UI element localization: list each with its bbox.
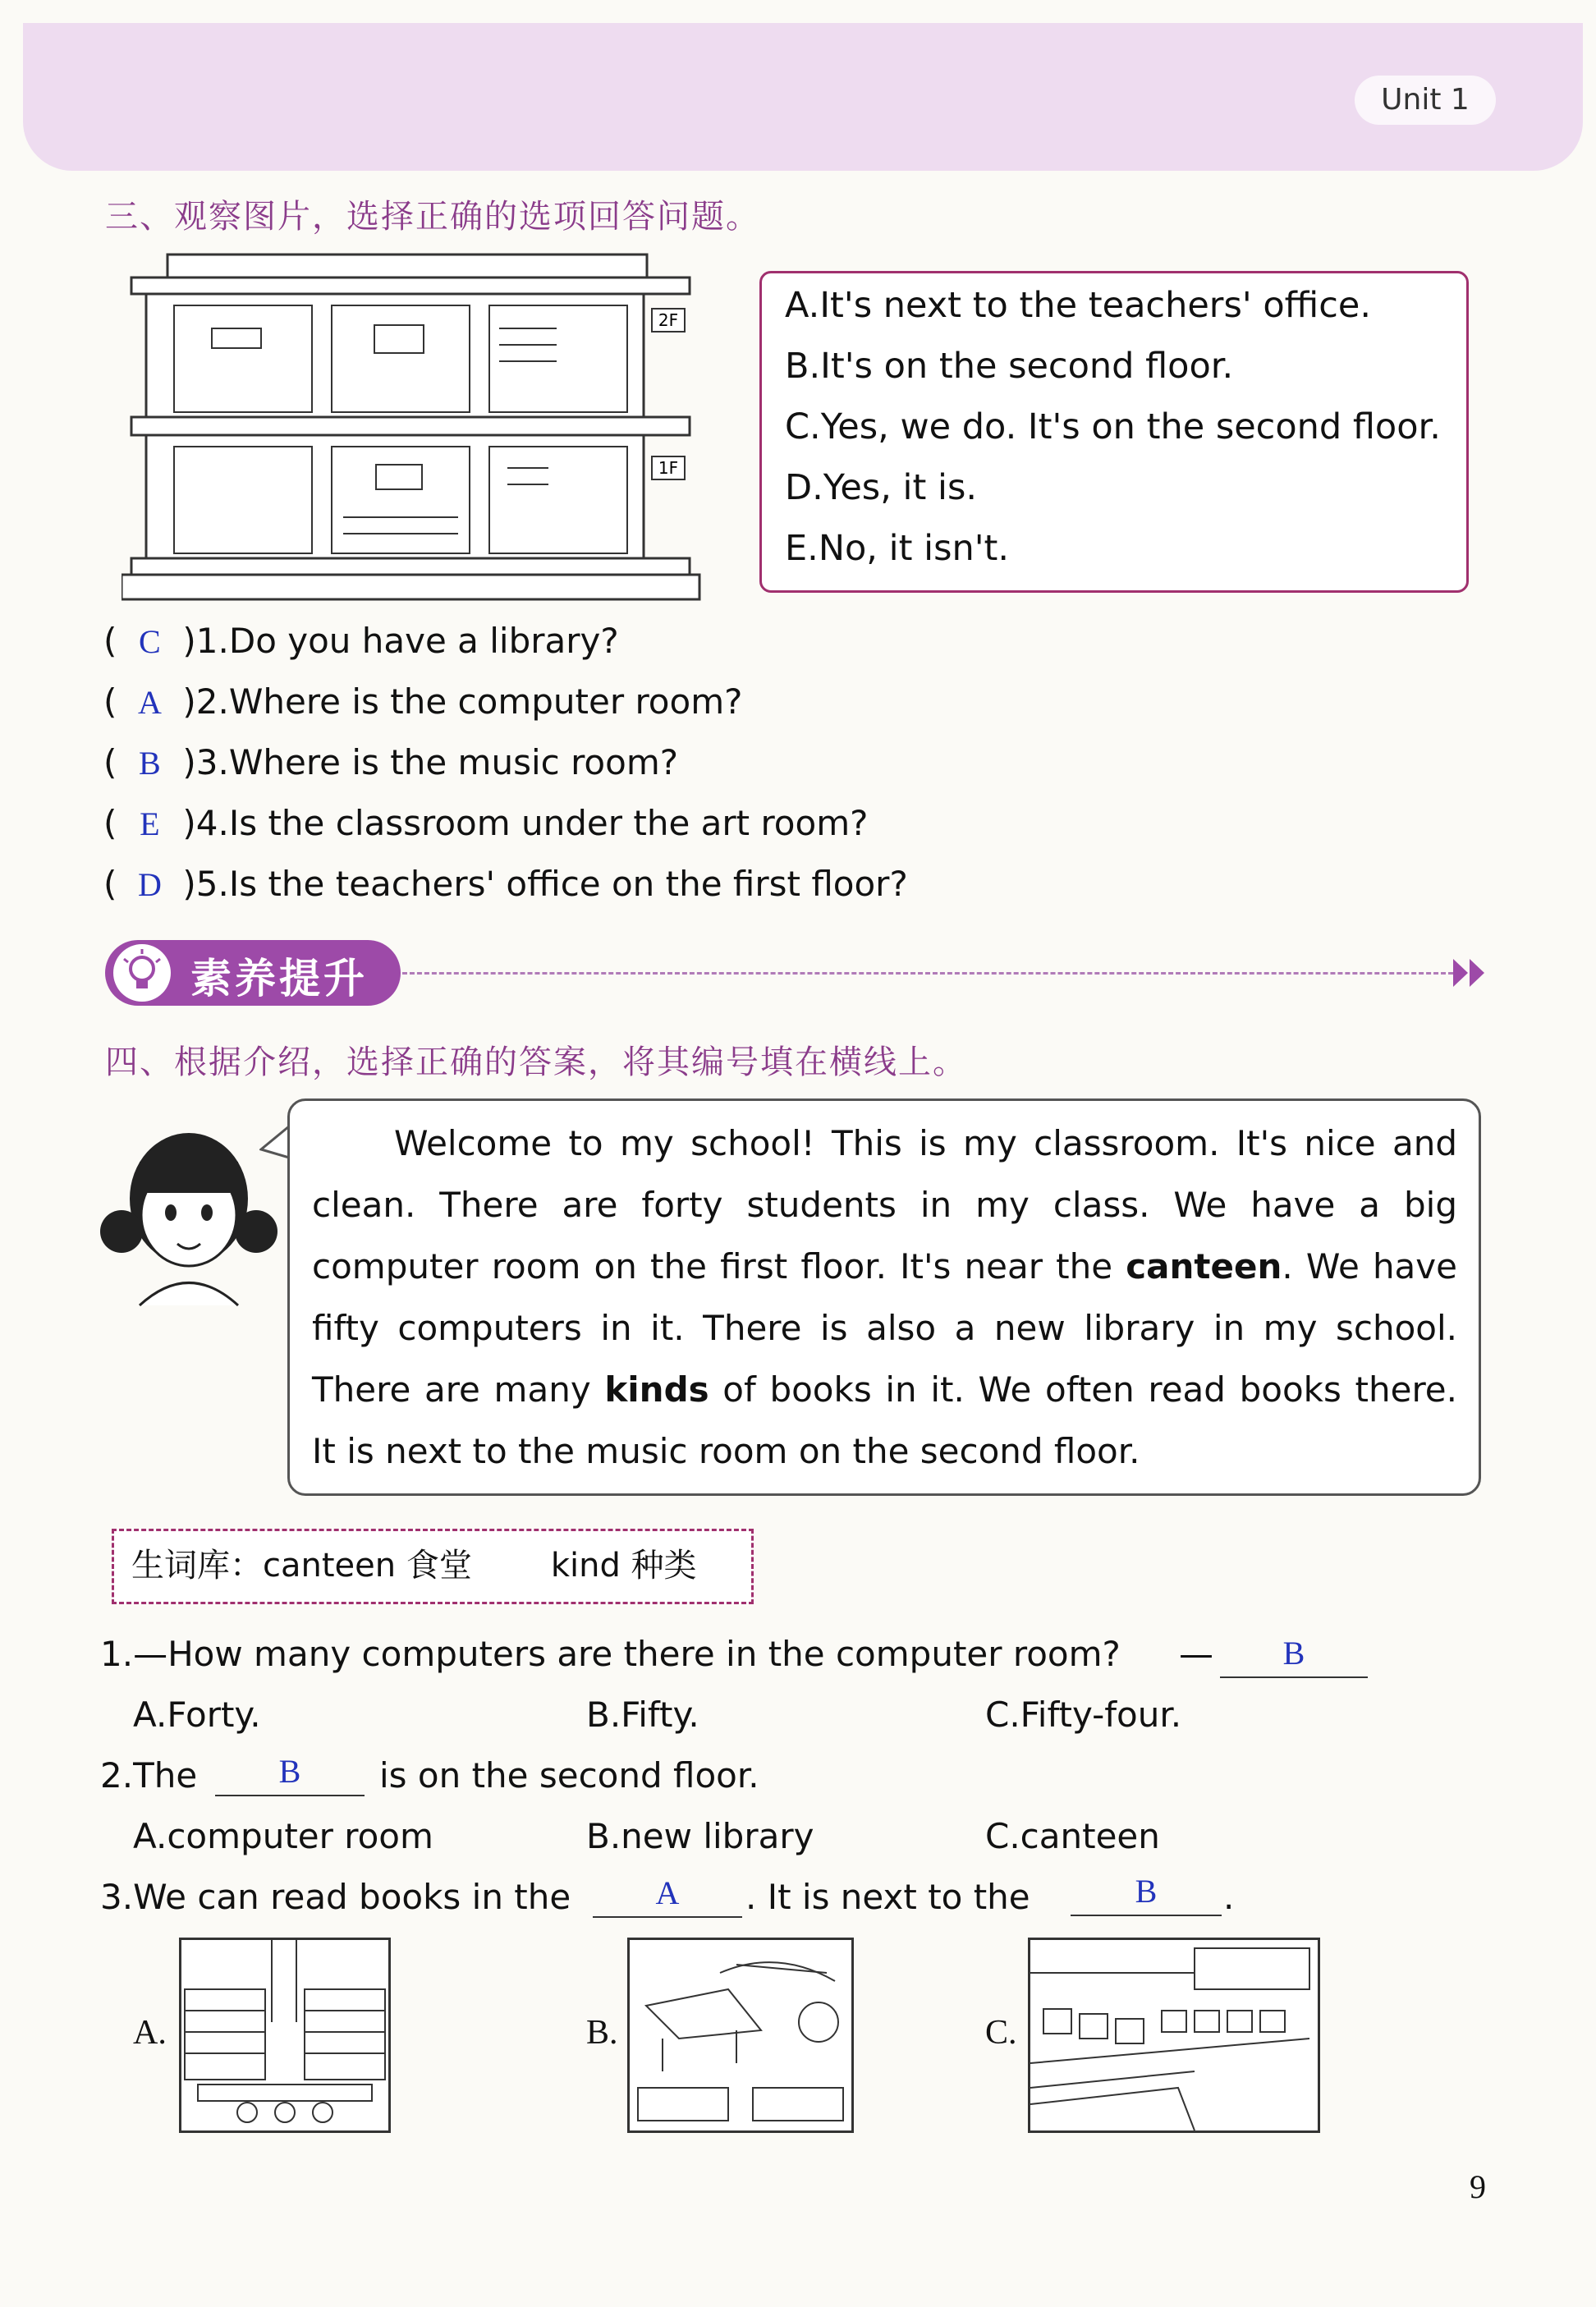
- banner-label: 素养提升: [190, 955, 368, 1002]
- q2-answer: B: [278, 1753, 301, 1790]
- q1-option-a: A.Forty.: [133, 1695, 261, 1735]
- question-item: ( C )1.Do you have a library?: [103, 621, 619, 661]
- q1-option-b: B.Fifty.: [586, 1695, 699, 1735]
- passage-text: Welcome to my school! This is my classroom. It's nice and clean. There are forty students in my class. We have a big computer room on the first floor. It's near the canteen. We have fifty computers in it. There is also a new library in my school. There are many kinds of books in it. We often read books there. It is next to the music room on the second floor.: [312, 1123, 1457, 1471]
- q3-pre: 3.We can read books in the: [100, 1877, 571, 1917]
- answer-c[interactable]: C: [139, 623, 161, 660]
- q1-text: 1.—How many computers are there in the computer room?: [100, 1634, 1121, 1674]
- pic-label-a: A.: [133, 2014, 167, 2052]
- pic-label-b: B.: [586, 2014, 618, 2052]
- q3-answer-2: B: [1135, 1873, 1158, 1910]
- floor-label-1f: 1F: [658, 458, 679, 478]
- q2-post: is on the second floor.: [379, 1755, 759, 1796]
- question-item: ( E )4.Is the classroom under the art room?: [103, 803, 869, 843]
- unit-tag: Unit 1: [1355, 76, 1496, 125]
- pic-label-c: C.: [985, 2014, 1017, 2052]
- answer-e[interactable]: E: [140, 805, 160, 842]
- question-item: ( B )3.Where is the music room?: [103, 742, 679, 782]
- q3-answer-1: A: [655, 1874, 680, 1911]
- vocab-text: 生词库：canteen 食堂 kind 种类: [131, 1547, 697, 1585]
- q2-option-c: C.canteen: [985, 1816, 1160, 1856]
- option-e: E.No, it isn't.: [785, 528, 1010, 569]
- option-a: A.It's next to the teachers' office.: [785, 285, 1371, 326]
- section-3-title: 三、观察图片，选择正确的选项回答问题。: [105, 198, 760, 236]
- q2-pre: 2.The: [100, 1755, 198, 1796]
- page-number: 9: [1470, 2168, 1486, 2205]
- music-room-picture[interactable]: [627, 1938, 854, 2133]
- floor-label-2f: 2F: [658, 310, 679, 330]
- q2-option-a: A.computer room: [133, 1816, 433, 1856]
- computer-room-picture[interactable]: [1028, 1938, 1320, 2133]
- q3-post: .: [1223, 1877, 1235, 1917]
- q1-blank[interactable]: [1220, 1634, 1368, 1678]
- q3-mid: . It is next to the: [745, 1877, 1030, 1917]
- school-building-illustration: [122, 246, 704, 608]
- q1-dash: —: [1179, 1634, 1213, 1674]
- answer-a[interactable]: A: [137, 684, 162, 721]
- q2-blank[interactable]: [215, 1752, 365, 1796]
- library-picture[interactable]: [179, 1938, 391, 2133]
- option-b: B.It's on the second floor.: [785, 346, 1234, 387]
- answer-d[interactable]: D: [137, 866, 162, 903]
- question-item: ( A )2.Where is the computer room?: [103, 681, 743, 722]
- q2-option-b: B.new library: [586, 1816, 814, 1856]
- q1-answer: B: [1282, 1635, 1305, 1672]
- q1-option-c: C.Fifty-four.: [985, 1695, 1182, 1735]
- section-4-title: 四、根据介绍，选择正确的答案，将其编号填在横线上。: [105, 1043, 967, 1081]
- banner-divider: [402, 972, 1453, 975]
- options-box: [759, 271, 1469, 593]
- option-d: D.Yes, it is.: [785, 467, 978, 508]
- double-arrow-icon: [1453, 959, 1489, 987]
- answer-b[interactable]: B: [139, 745, 161, 782]
- header-band: [23, 23, 1583, 171]
- option-c: C.Yes, we do. It's on the second floor.: [785, 406, 1441, 447]
- q3-blank-2[interactable]: [1071, 1872, 1222, 1916]
- lightbulb-icon: [113, 944, 171, 1002]
- question-item: ( D )5.Is the teachers' office on the first floor?: [103, 864, 908, 904]
- q3-blank-1[interactable]: [593, 1874, 742, 1918]
